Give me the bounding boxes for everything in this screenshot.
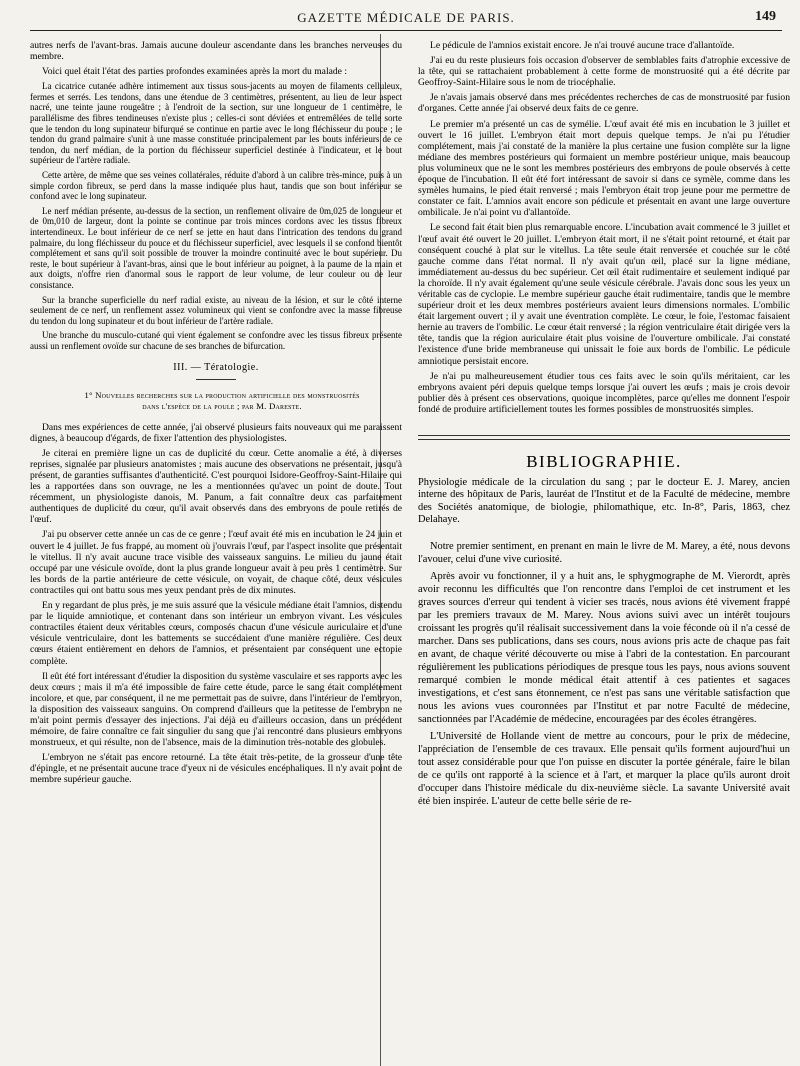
book-reference: Physiologie médicale de la circulation du sang ; par le docteur E. J. Marey, ancien interne des hôpitaux de Paris, lauréat de l'Institut et de la Faculté de médecine, membre des Sociétés anatomique, de biologie, philomathique, etc. In-8°, Paris, 1863, chez Delahaye. bbox=[418, 477, 790, 525]
double-rule bbox=[418, 435, 790, 440]
paragraph: J'ai pu observer cette année un cas de ce genre ; l'œuf avait été mis en incubation le 24 juin et ouvert le 4 juillet. Je fus frappé, au moment où j'ouvrais l'œuf, par l'aspect insolite que présentait le vitellus. Il n'y avait aucune trace visible des vaisseaux sanguins. Le milieu du jaune était occupé par une vésicule ovoïde, dont la plus grande longueur avait à peu près 1 centimètre. Sur les bords de la partie antérieure de cette vésicule, on voyait, de chaque côté, deux vésicules contractiles qui ont battu sous mes yeux pendant près de dix minutes. bbox=[30, 529, 402, 596]
paragraph: Dans mes expériences de cette année, j'ai observé plusieurs faits nouveaux qui me paraissent dignes, à beaucoup d'égards, de fixer l'attention des physiologistes. bbox=[30, 421, 402, 444]
paragraph: Voici quel était l'état des parties profondes examinées après la mort du malade : bbox=[42, 66, 347, 78]
divider bbox=[196, 379, 236, 380]
left-column bbox=[30, 40, 402, 1066]
paragraph: autres nerfs de l'avant-bras. Jamais aucune douleur ascendante dans les branches nerveuses du membre. bbox=[30, 40, 402, 63]
paragraph: Après avoir vu fonctionner, il y a huit ans, le sphygmographe de M. Vierordt, après avoir reconnu les difficultés que l'on rencontre dans l'emploi de cet instrument et les graves sources d'erreur qui tendent à vicier ses tracés, nous avions été vivement frappé par les premiers travaux de M. Marey. Nous avions suivi avec un intérêt toujours croissant les progrès qu'il réalisait successivement dans la voie féconde où il n'a cessé de marcher. Dans ses publications, dans ses cours, nous avions pris acte de chaque pas fait en avant, de chaque vérité découverte ou mise à l'abri de la contestation. En parcourant régulièrement les publications périodiques de presque tous les pays, nous avions souvent remarqué combien le monde médical était attentif à ces patientes et sagaces investigations, et c'est sans étonnement, ce n'est pas sans une véritable satisfaction que nous les avions vues couronnées par l'Institut et par notre Faculté de médecine, sanctionnées par l'Académie de médecine, encouragées par des écoles étrangères. bbox=[418, 570, 790, 725]
paragraph: J'ai eu du reste plusieurs fois occasion d'observer de semblables faits d'atrophie excessive de la tête, qui se rattachaient probablement à cette forme de monstruosité qui a été décrite par Geoffroy-Saint-Hilaire sous le nom de triocéphalie. bbox=[418, 55, 790, 89]
article-title bbox=[30, 390, 402, 412]
paragraph: L'embryon ne s'était pas encore retourné. La tête était très-petite, de la grosseur d'une tête d'épingle, et ne présentait aucune trace d'yeux ni de vésicules encéphaliques. Il n'y avait point de membre supérieur gauche. bbox=[30, 752, 402, 786]
paragraph: En y regardant de plus près, je me suis assuré que la vésicule médiane était l'amnios, distendu par le liquide amniotique, et contenant dans son intérieur un embryon vivant. Les vésicules contractiles étaient deux véritables cœurs, composés chacun d'une vésicule auriculaire et d'une vésicule ventriculaire, dont les battements se succédaient d'une manière régulière. Ces deux cœurs étaient entièrement en dehors de l'amnios, et présentaient par conséquent une ectopie complète. bbox=[30, 600, 402, 667]
bibliography-heading: BIBLIOGRAPHIE. bbox=[526, 452, 682, 471]
article-title-line: dans l'espèce de la poule ; par M. Dareste. bbox=[142, 400, 302, 411]
paragraph: Le pédicule de l'amnios existait encore. Je n'ai trouvé aucune trace d'allantoïde. bbox=[430, 40, 735, 51]
paragraph: Je n'avais jamais observé dans mes précédentes recherches de cas de monstruosité par fusion d'organes. Cette année j'ai observé deux faits de ce genre. bbox=[418, 92, 790, 115]
paragraph: Je n'ai pu malheureusement étudier tous ces faits avec le soin qu'ils méritaient, car les embryons avaient péri depuis quelque temps lorsque j'ai ouvert les œufs ; mais je crois devoir publier dès à présent ces observations, quoique incomplètes, parce qu'elles me donnent l'espoir fondé de produire artificiellement toutes les formes possibles de monstruosités simples. bbox=[418, 370, 790, 415]
paragraph: Le second fait était bien plus remarquable encore. L'incubation avait commencé le 3 juillet et l'œuf avait été ouvert le 20 juillet. L'embryon était mort, il ne s'était point retourné, et était par conséquent couché à plat sur le vitellus. La tête seule était renversée et couchée sur le côté gauche comme dans l'état normal. Il n'y avait qu'un œil, placé sur la ligne médiane, immédiatement au-dessus du bec supérieur. Cet œil était rudimentaire et seulement indiqué par la choroïde. Il n'y avait également qu'une seule vésicule cérébrale. J'avais donc sous les yeux un véritable cas de cyclopie. Le membre supérieur gauche était rudimentaire, tandis que le membre supérieur droit et les deux membres postérieurs avaient leurs dimensions normales. L'ombilic était largement ouvert ; il y avait une éventration complète. Le cœur, le foie, l'estomac faisaient hernie au travers de l'ombilic. Le cœur était renversé ; la région ventriculaire était dirigée vers la tête, tandis que la région auriculaire était plus voisine de l'ouverture ombilicale. J'ai constaté l'existence d'une bride membraneuse qui unissait le foie aux bords de l'ombilic. Le pédicule amniotique persistait encore. bbox=[418, 222, 790, 367]
paragraph: Notre premier sentiment, en prenant en main le livre de M. Marey, a été, nous devons l'avouer, celui d'une vive curiosité. bbox=[418, 540, 790, 565]
quoted-paragraph: Sur la branche superficielle du nerf radial existe, au niveau de la lésion, et sur le côté interne seulement de ce nerf, un renflement assez volumineux qui vient se confondre avec la masse fibreuse du tendon du long supinateur et du bout inférieur de l'artère radiale. bbox=[30, 294, 402, 326]
quoted-paragraph: La cicatrice cutanée adhère intimement aux tissus sous-jacents au moyen de filaments celluleux, fermes et serrés. Les tendons, dans une étendue de 3 centimètres, présentent, au lieu de leur aspect nacré, une teinte jaune rougeâtre ; à l'endroit de la section, sur une longueur de 1 centimètre, le parallélisme des fibres tendineuses n'existe plus ; celles-ci sont déviées et entremêlées de telle sorte que le tendon du long supinateur bifurqué se continue en partie avec le long fléchisseur du pouce ; le tendon du grand palmaire s'unit à une masse constituée principalement par les bouts inférieurs de ce tendon, du nerf médian, de la portion du fléchisseur superficiel destinée à l'indicateur, et le bout supérieur de l'artère radiale. bbox=[30, 81, 402, 166]
section-heading: III. — Tératologie. bbox=[173, 361, 259, 373]
journal-title: GAZETTE MÉDICALE DE PARIS. bbox=[297, 10, 515, 25]
page-number: 149 bbox=[755, 9, 776, 24]
paragraph: Je citerai en première ligne un cas de duplicité du cœur. Cette anomalie a été, à diverses reprises, signalée par plusieurs anatomistes ; mais aucune des observations ne présentait, jusqu'à présent, de garanties suffisantes d'authenticité. C'est pourquoi Isidore-Geoffroy-Saint-Hilaire qui les a rapportées dans son ouvrage, ne les a mentionnées qu'avec un point de doute. Tout récemment, un physiologiste danois, M. Panum, a fait connaître deux cas parfaitement authentiques de duplicité du cœur, qu'il avait observés dans des embryons de poule retirés de l'œuf. bbox=[30, 447, 402, 526]
paragraph: Le premier m'a présenté un cas de symélie. L'œuf avait été mis en incubation le 3 juillet et ouvert le 16 juillet. L'embryon était mort depuis quelque temps. Je n'ai pu l'étudier complétement, mais j'ai constaté de la manière la plus certaine une fusion complète sur la ligne médiane des membres postérieurs qui formaient un membre postérieur unique, mais beaucoup plus volumineux que ne le sont les membres postérieurs des embryons de poule observés à cette époque de l'incubation. Il eût été fort intéressant de savoir si dans ce symèle, comme dans les symèles humains, le pied était renversé ; mais l'embryon était trop jeune pour me permettre de constater ce fait. L'amnios avait encore son pédicule et présentait en avant une large ouverture ombilicale. Je n'ai point vu d'allantoïde. bbox=[418, 118, 790, 219]
page-header bbox=[30, 8, 782, 31]
quoted-paragraph: Le nerf médian présente, au-dessus de la section, un renflement olivaire de 0m,025 de longueur et de 0m,010 de largeur, dont la pointe se continue par trois minces cordons avec les tissus fibreux intertendineux. Le bout inférieur de ce nerf se jette en haut dans l'intrication des tendons du grand palmaire, du long fléchisseur du pouce et du fléchisseur superficiel, avec lesquels il se confond bientôt complétement et sans qu'il soit possible de trouver la moindre continuité avec le bout supérieur. Du reste, le bout supérieur à l'avant-bras, ainsi que le bout inférieur au poignet, à la paume de la main et aux doigts, n'offre rien d'anormal sous le rapport de leur volume, de leur couleur ou de leur consistance. bbox=[30, 205, 402, 290]
paragraph: L'Université de Hollande vient de mettre au concours, pour le prix de médecine, l'appréciation de l'ensemble de ces travaux. Elle pensait qu'ils forment aujourd'hui un tout assez considérable pour que l'on puisse en discuter la portée générale, faire le bilan de ce qu'ils ont rapporté à la science et à l'art, et marquer la place qu'ils auront droit d'occuper dans l'histoire médicale du dix-neuvième siècle. La savante Université avait été bien inspirée. L'auteur de cette belle série de re- bbox=[418, 730, 790, 807]
quoted-paragraph: Une branche du musculo-cutané qui vient également se confondre avec les tissus fibreux présente aussi un renflement ovoïde sur chacune de ses branches de bifurcation. bbox=[30, 330, 402, 351]
columns bbox=[30, 40, 790, 1066]
right-column bbox=[418, 40, 790, 1066]
article-title-line: 1° Nouvelles recherches sur la production artificielle des monstruosités bbox=[84, 389, 360, 400]
paragraph: Il eût été fort intéressant d'étudier la disposition du système vasculaire et ses rapports avec les deux cœurs ; mais il m'a été impossible de faire cette étude, parce le sang était complétement incolore, et que, par conséquent, il ne me permettait pas de suivre, dans l'intérieur de l'embryon, la disposition des vaisseaux sanguins. On comprend d'ailleurs que la petitesse de l'embryon ne m'ait point permis d'essayer des injections. J'ai déjà eu d'ailleurs occasion, dans un précédent mémoire, de faire connaître ce fait singulier du sang que j'ai rencontré dans plusieurs embryons monstrueux, et qui résulte, non de l'absence, mais de la diminution très-notable des globules. bbox=[30, 670, 402, 749]
quoted-paragraph: Cette artère, de même que ses veines collatérales, réduite d'abord à un calibre très-mince, puis à un simple cordon fibreux, se perd dans la masse indiquée plus haut, tandis que son bout inférieur se confond avec le long supinateur. bbox=[30, 170, 402, 202]
